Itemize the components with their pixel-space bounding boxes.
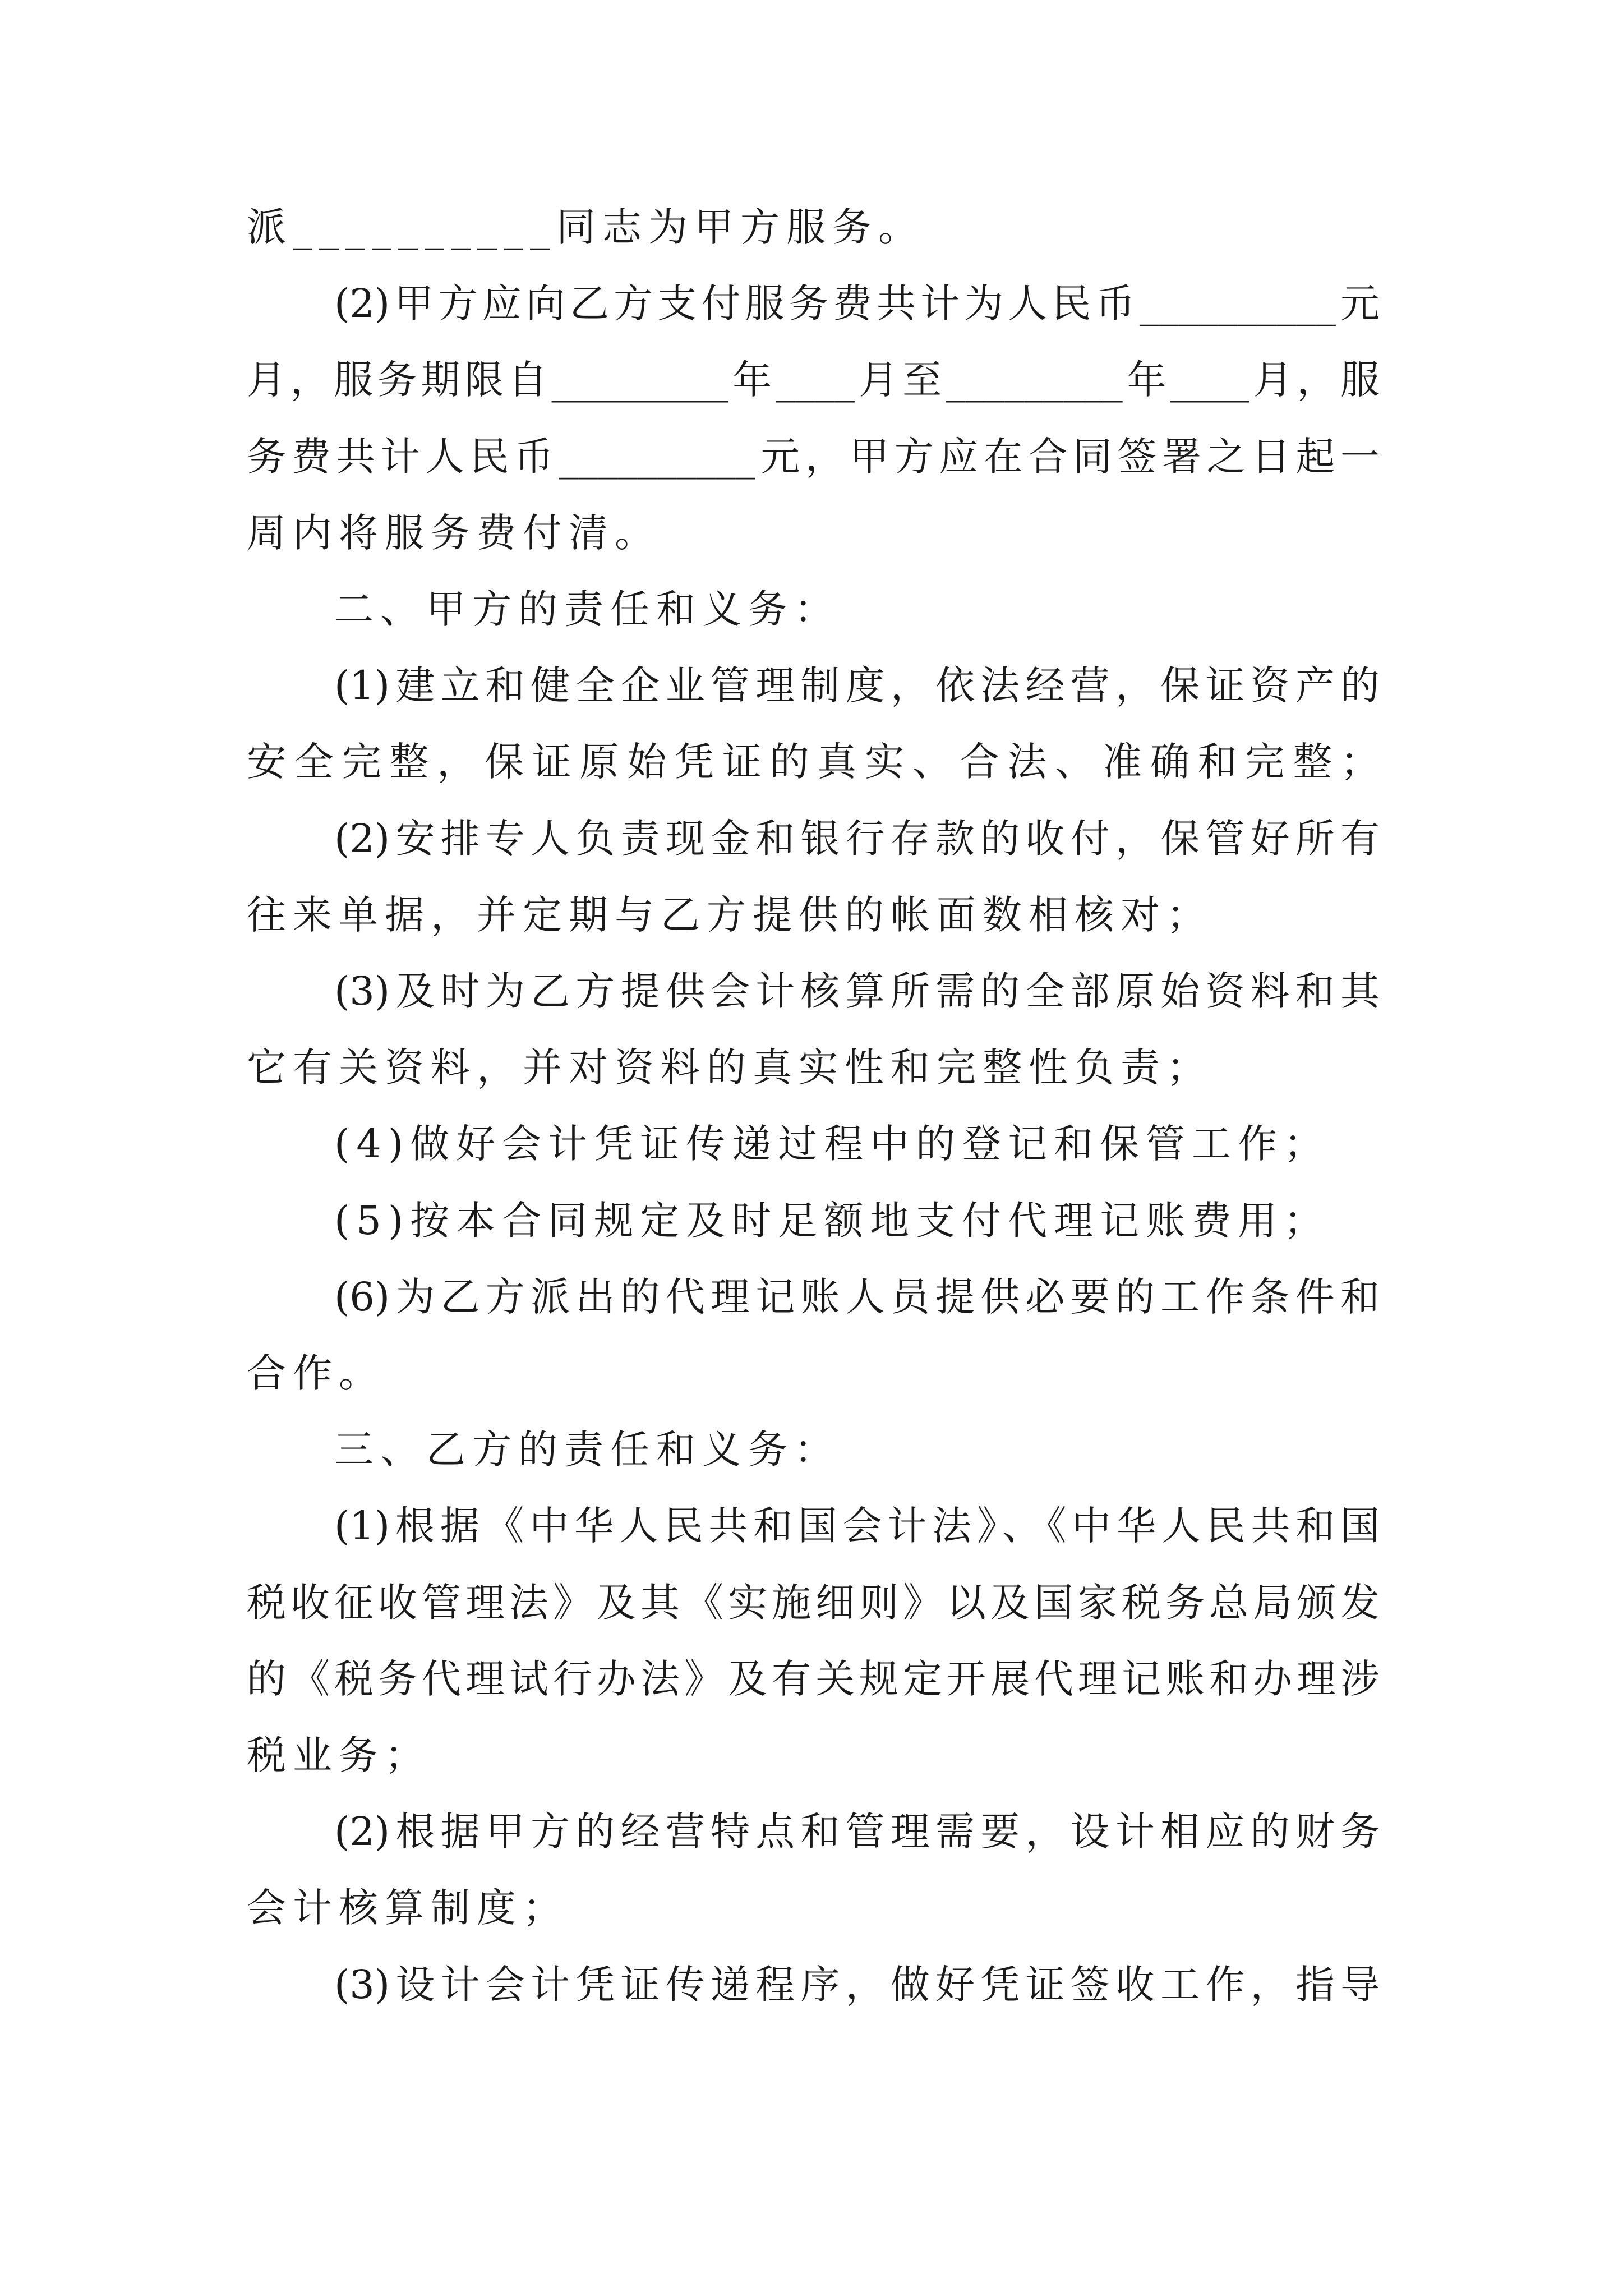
text-line: 二、甲方的责任和义务：	[334, 586, 840, 632]
text-line: 三、乙方的责任和义务：	[334, 1427, 840, 1473]
text-line: (2)安排专人负责现金和银行存款的收付，保管好所有	[334, 816, 1380, 862]
text-line: (5)按本合同规定及时足额地支付代理记账费用；	[334, 1198, 1330, 1244]
text-line: 务费共计人民币__________元，甲方应在合同签署之日起一	[247, 434, 1380, 480]
text-line: 的《税务代理试行办法》及有关规定开展代理记账和办理涉	[247, 1656, 1380, 1702]
text-line: 会计核算制度；	[247, 1885, 569, 1931]
text-line: 合作。	[247, 1350, 385, 1396]
text-line: 安全完整，保证原始凭证的真实、合法、准确和完整；	[247, 739, 1380, 785]
text-line: 周内将服务费付清。	[247, 510, 661, 556]
text-line: (1)建立和健全企业管理制度，依法经营，保证资产的	[334, 662, 1380, 708]
text-line: 税收征收管理法》及其《实施细则》以及国家税务总局颁发	[247, 1580, 1380, 1626]
text-line: 税业务；	[247, 1732, 431, 1778]
text-line: (4)做好会计凭证传递过程中的登记和保管工作；	[334, 1121, 1330, 1167]
text-line: (6)为乙方派出的代理记账人员提供必要的工作条件和	[334, 1274, 1380, 1320]
text-line: 往来单据，并定期与乙方提供的帐面数相核对；	[247, 892, 1212, 938]
text-line: (1)根据《中华人民共和国会计法》、《中华人民共和国	[334, 1503, 1380, 1549]
text-line: (2)根据甲方的经营特点和管理需要，设计相应的财务	[334, 1809, 1380, 1855]
text-line: (3)设计会计凭证传递程序，做好凭证签收工作，指导	[334, 1962, 1380, 2008]
text-line: (3)及时为乙方提供会计核算所需的全部原始资料和其	[334, 968, 1380, 1014]
text-line: 它有关资料，并对资料的真实性和完整性负责；	[247, 1045, 1212, 1091]
text-line: 派__________同志为甲方服务。	[247, 204, 924, 250]
text-line: (2)甲方应向乙方支付服务费共计为人民币__________元	[334, 280, 1380, 326]
text-line: 月，服务期限自_________年____月至_________年____月，服	[247, 357, 1380, 403]
